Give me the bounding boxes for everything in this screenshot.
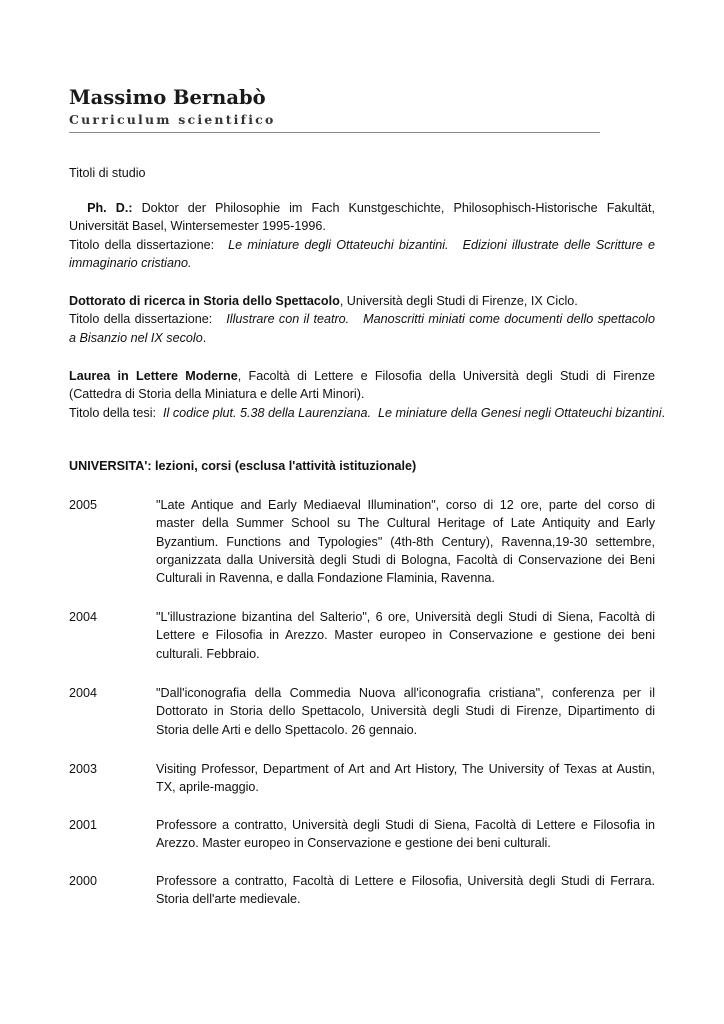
phd-text: Doktor der Philosophie im Fach Kunstgeschichte, Philosophisch-Historische Fakultät, Universität Basel, Wintersemester 1995-1996. [69, 201, 655, 234]
phd-entry [69, 199, 655, 272]
dottorato-text: , Università degli Studi di Firenze, IX Ciclo. [339, 294, 578, 308]
section-heading-titoli: Titoli di studio [69, 166, 146, 180]
laurea-thesis-end: . [661, 405, 666, 420]
entry-description: "Dall'iconografia della Commedia Nuova all'iconografia cristiana", conferenza per il Dottorato in Storia dello Spettacolo, Università degli Studi di Firenze, Dipartimento di Storia delle Arti e dello Spettacolo. 26 gennaio. [156, 686, 655, 737]
laurea-text: , Facoltà di Lettere e Filosofia della Università degli Studi di Firenze (Cattedra di Storia della Miniatura e delle Arti Minori). [69, 369, 655, 402]
entry-year: 2003 [69, 762, 98, 776]
entry-description: Visiting Professor, Department of Art and Art History, The University of Texas at Austin, TX, aprile-maggio. [156, 762, 655, 795]
document-subtitle: Curriculum scientifico [69, 112, 276, 127]
entry-year: 2005 [69, 498, 98, 512]
author-name: Massimo Bernabò [69, 86, 266, 109]
laurea-thesis-label: Titolo della tesi: [69, 405, 157, 420]
dottorato-thesis-subtitle: Manoscritti miniati come documenti dello spettacolo a Bisanzio nel IX secolo [69, 312, 655, 345]
entry-description: Professore a contratto, Università degli Studi di Siena, Facoltà di Lettere e Filosofia in Arezzo. Master europeo in Conservazione e gestione dei beni culturali. [156, 818, 655, 851]
entry-description: "Late Antique and Early Mediaeval Illumination", corso di 12 ore, parte del corso di master della Summer School su The Cultural Heritage of Late Antiquity and Early Byzantium. Functions and Typologies" (4th-8th Century), Ravenna,19-30 settembre, organizzata dalla Università degli Studi di Bologna, Facoltà di Conservazione dei Beni Culturali in Ravenna, e dalla Fondazione Flaminia, Ravenna. [156, 498, 655, 586]
laurea-label: Laurea in Lettere Moderne [69, 369, 238, 383]
laurea-thesis-subtitle: Le miniature della Genesi negli Ottateuchi bizantini [377, 405, 662, 420]
phd-thesis-label: Titolo della dissertazione: [69, 237, 215, 252]
entry-description: Professore a contratto, Facoltà di Lettere e Filosofia, Università degli Studi di Ferrara. Storia dell'arte medievale. [156, 874, 655, 907]
phd-thesis-title: Le miniature degli Ottateuchi bizantini. [228, 237, 449, 252]
dottorato-thesis-label: Titolo della dissertazione: [69, 312, 213, 327]
phd-label: Ph. D.: [87, 201, 133, 215]
dottorato-label: Dottorato di ricerca in Storia dello Spettacolo [69, 294, 340, 308]
entry-year: 2000 [69, 874, 98, 888]
laurea-entry [69, 367, 666, 422]
header-divider [69, 132, 600, 133]
entry-year: 2004 [69, 610, 98, 624]
laurea-thesis-title: Il codice plut. 5.38 della Laurenziana. [163, 405, 371, 420]
section-heading-universita: UNIVERSITA': lezioni, corsi (esclusa l'attività istituzionale) [69, 459, 417, 473]
dottorato-thesis-end: . [202, 330, 207, 345]
phd-thesis-subtitle: Edizioni illustrate delle Scritture e immaginario cristiano. [69, 237, 655, 270]
dottorato-thesis-title: Illustrare con il teatro. [226, 312, 350, 327]
entry-year: 2004 [69, 686, 98, 700]
entry-description: "L'illustrazione bizantina del Salterio", 6 ore, Università degli Studi di Siena, Facoltà di Lettere e Filosofia in Arezzo. Master europeo in Conservazione e gestione dei beni culturali. Febbraio. [156, 610, 655, 661]
dottorato-entry [69, 292, 655, 347]
entry-year: 2001 [69, 818, 98, 832]
